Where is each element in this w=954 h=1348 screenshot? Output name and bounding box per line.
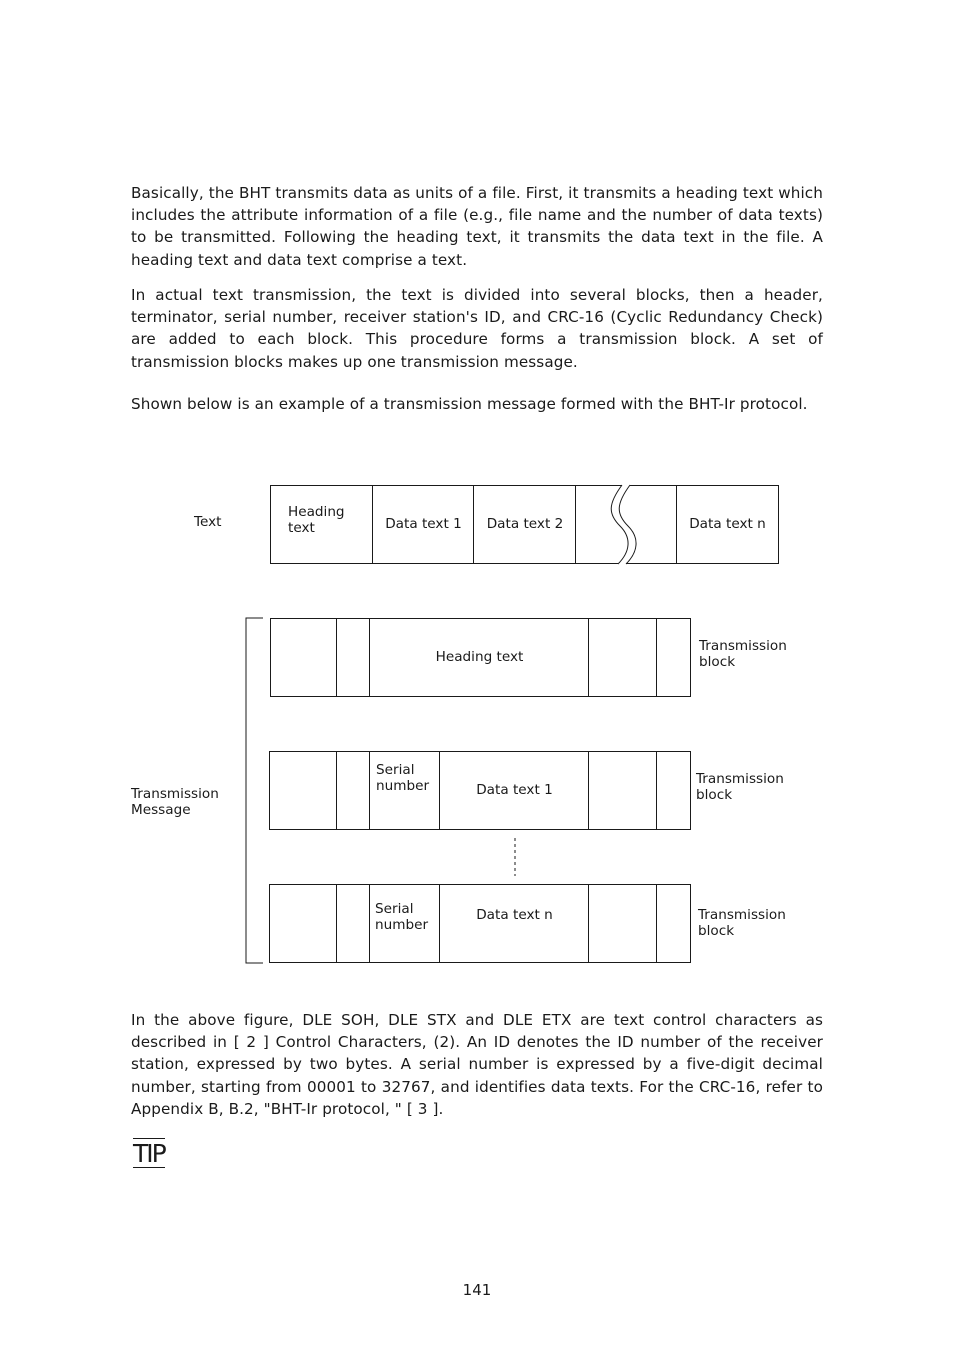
block-field [656, 885, 690, 962]
continuation-dots [510, 838, 520, 878]
block-field [336, 885, 370, 962]
message-bracket [240, 615, 270, 967]
block-field [588, 619, 657, 696]
block-paragraph: In actual text transmission, the text is divided into several blocks, then a header, terminator, serial number, receiver station's ID, and CRC-16 (Cyclic Redundancy Check) are added to each block. This procedure forms a transmission block. A set of transmission blocks makes up one transmission message. [131, 286, 823, 371]
data-text-1-cell: Data text 1 [372, 486, 474, 563]
text-label: Text [194, 514, 222, 530]
data-text-n-cell: Data text n [676, 486, 778, 563]
transmission-block-heading [270, 618, 691, 697]
block-field [336, 619, 370, 696]
block-field [588, 885, 657, 962]
tip-heading: TIP [133, 1139, 165, 1168]
page-number: 141 [462, 1281, 492, 1299]
transmission-block-label: Transmission block [699, 638, 787, 670]
break-mark-icon [600, 484, 660, 566]
transmission-block-data-n [269, 884, 691, 963]
data-text-1-field: Data text 1 [439, 752, 589, 829]
block-field [336, 752, 370, 829]
example-paragraph: Shown below is an example of a transmission message formed with the BHT-Ir protocol. [131, 395, 808, 413]
transmission-block-label: Transmission block [698, 907, 786, 939]
data-text-2-cell: Data text 2 [473, 486, 576, 563]
figure-explanation-paragraph: In the above figure, DLE SOH, DLE STX and DLE ETX are text control characters as described in [ 2 ] Control Characters, (2). An ID denotes the ID number of the receiver station, expressed by two bytes. A serial number is expressed by a five-digit decimal number, starting from 00001 to 32767, and identifies data texts. For the CRC-16, refer to Appendix B, B.2, "BHT-Ir protocol, " [ 3 ]. [131, 1011, 823, 1118]
transmission-block-label: Transmission block [696, 771, 784, 803]
serial-number-field: Serial number [369, 752, 440, 829]
block-field [656, 619, 690, 696]
data-text-n-field: Data text n [439, 885, 589, 962]
block-field [588, 752, 657, 829]
block-field [656, 752, 690, 829]
transmission-message-label: Transmission Message [131, 786, 219, 818]
serial-number-field: Serial number [369, 885, 440, 962]
heading-text-cell: Heading text [288, 504, 345, 536]
intro-paragraph: Basically, the BHT transmits data as units of a file. First, it transmits a heading text which includes the attribute information of a file (e.g., file name and the number of data texts) to be transmitted. Following the heading text, it transmits the data text in the file. A heading text and data text comprise a text. [131, 184, 823, 269]
text-row [270, 485, 779, 564]
transmission-block-data-1 [269, 751, 691, 830]
heading-text-field: Heading text [369, 619, 589, 696]
